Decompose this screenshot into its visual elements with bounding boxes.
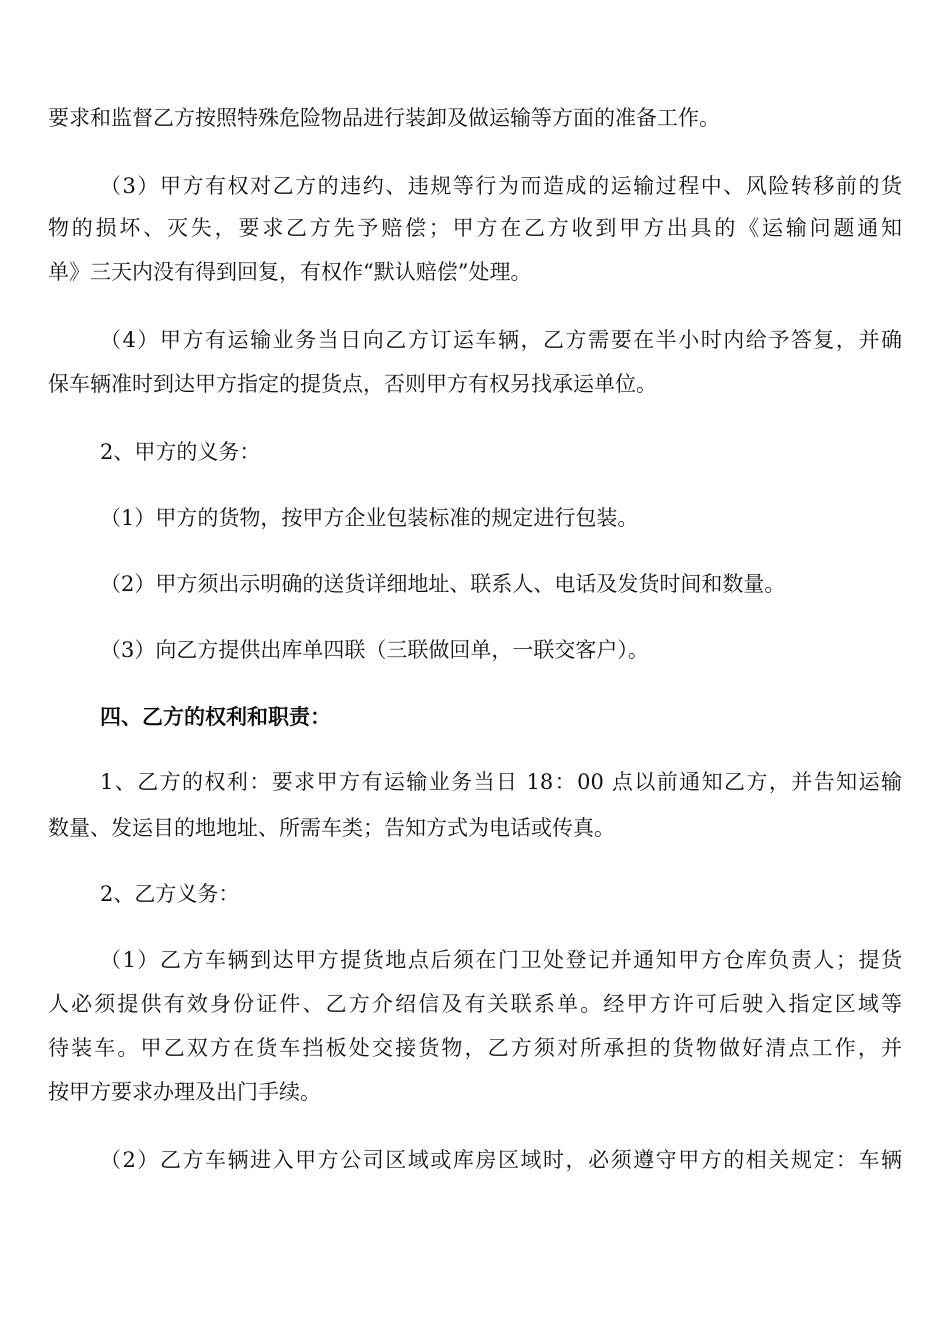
paragraph-line: （3）向乙方提供出库单四联（三联做回单，一联交客户）。 — [100, 638, 649, 662]
paragraph-line: （1）乙方车辆到达甲方提货地点后须在门卫处登记并通知甲方仓库负责人；提货 — [100, 948, 902, 972]
paragraph-line: （3）甲方有权对乙方的违约、违规等行为而造成的运输过程中、风险转移前的货 — [100, 174, 902, 198]
paragraph-line: （2）乙方车辆进入甲方公司区域或库房区域时，必须遵守甲方的相关规定：车辆 — [100, 1148, 902, 1172]
paragraph-line: （2）甲方须出示明确的送货详细地址、联系人、电话及发货时间和数量。 — [100, 572, 786, 596]
paragraph-line: （1）甲方的货物，按甲方企业包装标准的规定进行包装。 — [100, 506, 639, 530]
paragraph-line: 物的损坏、灭失，要求乙方先予赔偿；甲方在乙方收到甲方出具的《运输问题通知 — [48, 216, 902, 240]
paragraph-line: （4）甲方有运输业务当日向乙方订运车辆，乙方需要在半小时内给予答复，并确 — [100, 328, 902, 352]
section-heading: 2、甲方的义务： — [100, 440, 261, 464]
paragraph-line: 单》三天内没有得到回复，有权作“默认赔偿”处理。 — [48, 260, 532, 284]
paragraph-line: 1、乙方的权利：要求甲方有运输业务当日 18：00 点以前通知乙方，并告知运输 — [100, 770, 902, 794]
paragraph-line: 待装车。甲乙双方在货车挡板处交接货物，乙方须对所承担的货物做好清点工作，并 — [48, 1036, 902, 1060]
paragraph-line: 要求和监督乙方按照特殊危险物品进行装卸及做运输等方面的准备工作。 — [48, 106, 720, 130]
paragraph-line: 保车辆准时到达甲方指定的提货点，否则甲方有权另找承运单位。 — [48, 372, 657, 396]
paragraph-line: 人必须提供有效身份证件、乙方介绍信及有关联系单。经甲方许可后驶入指定区域等 — [48, 992, 902, 1016]
paragraph-line: 按甲方要求办理及出门手续。 — [48, 1080, 321, 1104]
chapter-heading: 四、乙方的权利和职责： — [100, 704, 331, 729]
paragraph-line: 数量、发运目的地地址、所需车类；告知方式为电话或传真。 — [48, 816, 615, 840]
section-heading: 2、乙方义务： — [100, 882, 240, 906]
